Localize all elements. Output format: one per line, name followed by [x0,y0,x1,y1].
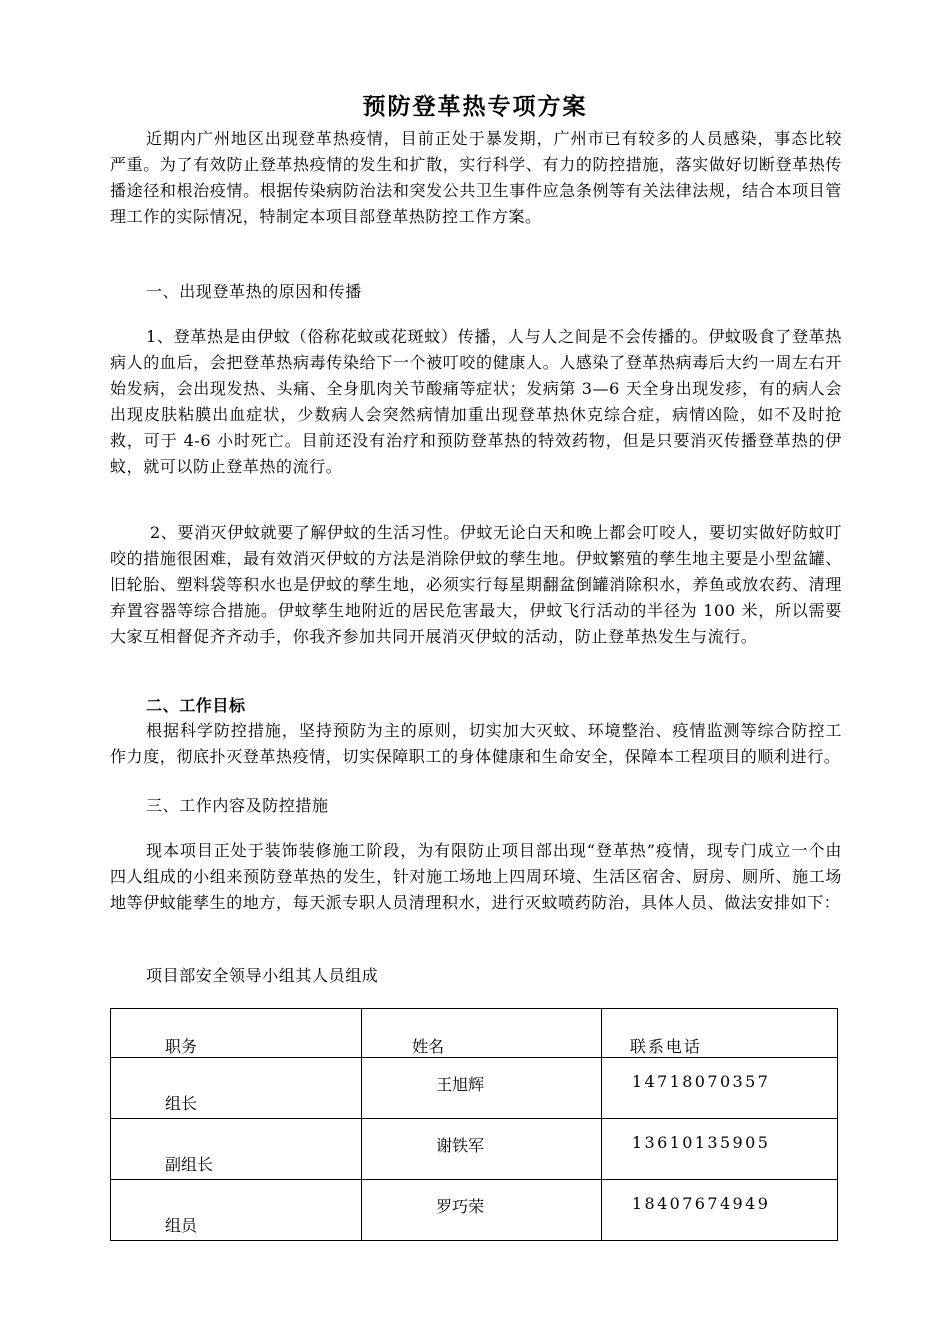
cell-phone: 14718070357 [601,1058,837,1119]
table-header-row [111,1009,838,1058]
document-title: 预防登革热专项方案 [362,93,588,120]
section2-heading: 二、工作目标 [146,696,246,715]
section1-heading: 一、出现登革热的原因和传播 [146,282,362,301]
header-phone: 联系电话 [601,1009,837,1058]
cell-name: 罗巧荣 [362,1180,602,1241]
table-row [111,1119,838,1180]
cell-role: 组员 [111,1180,362,1241]
cell-role: 组长 [111,1058,362,1119]
section3-paragraph: 现本项目正处于装饰装修施工阶段，为有限防止项目部出现“登革热”疫情，现专门成立一个由四人组成的小组来预防登革热的发生，针对施工场地上四周环境、生活区宿舍、厨房、厕所、施工场地等伊蚊能孳生的地方，每天派专职人员清理积水，进行灭蚊喷药防治，具体人员、做法安排如下： [110,841,842,912]
cell-phone: 13610135905 [601,1119,837,1180]
staff-table [110,1008,838,1241]
section2-paragraph: 根据科学防控措施，坚持预防为主的原则，切实加大灭蚊、环境整治、疫情监测等综合防控工作力度，彻底扑灭登革热疫情，切实保障职工的身体健康和生命安全，保障本工程项目的顺利进行。 [110,721,842,766]
cell-role: 副组长 [111,1119,362,1180]
section1-paragraph-2: 2、要消灭伊蚊就要了解伊蚊的生活习性。伊蚊无论白天和晚上都会叮咬人，要切实做好防蚊叮咬的措施很困难，最有效消灭伊蚊的方法是消除伊蚊的孳生地。伊蚊繁殖的孳生地主要是小型盆罐、旧轮胎、塑料袋等积水也是伊蚊的孳生地，必须实行每星期翻盆倒罐消除积水，养鱼或放农药、清理弃置容器等综合措施。伊蚊孳生地附近的居民危害最大，伊蚊飞行活动的半径为 100 米，所以需要大家互相督促齐齐动手，你我齐参加共同开展消灭伊蚊的活动，防止登革热发生与流行。 [110,523,842,646]
section3-heading: 三、工作内容及防控措施 [146,796,329,815]
intro-paragraph: 近期内广州地区出现登革热疫情，目前正处于暴发期，广州市已有较多的人员感染，事态比较严重。为了有效防止登革热疫情的发生和扩散，实行科学、有力的防控措施，落实做好切断登革热传播途径和根治疫情。根据传染病防治法和突发公共卫生事件应急条例等有关法律法规，结合本项目管理工作的实际情况，特制定本项目部登革热防控工作方案。 [110,129,842,226]
table-row [111,1058,838,1119]
header-name: 姓名 [362,1009,602,1058]
table-row [111,1180,838,1241]
cell-name: 王旭辉 [362,1058,602,1119]
table-caption: 项目部安全领导小组其人员组成 [146,966,379,985]
cell-name: 谢铁军 [362,1119,602,1180]
cell-phone: 18407674949 [601,1180,837,1241]
section1-paragraph-1: 1、登革热是由伊蚊（俗称花蚊或花斑蚊）传播，人与人之间是不会传播的。伊蚊吸食了登革热病人的血后，会把登革热病毒传染给下一个被叮咬的健康人。人感染了登革热病毒后大约一周左右开始发病，会出现发热、头痛、全身肌肉关节酸痛等症状；发病第 3—6 天全身出现发疹，有的病人会出现皮肤粘膜出血症状，少数病人会突然病情加重出现登革热休克综合症，病情凶险，如不及时抢救，可于 4-6 小时死亡。目前还没有治疗和预防登革热的特效药物，但是只要消灭传播登革热的伊蚊，就可以防止登革热的流行。 [110,327,842,476]
header-role: 职务 [111,1009,362,1058]
